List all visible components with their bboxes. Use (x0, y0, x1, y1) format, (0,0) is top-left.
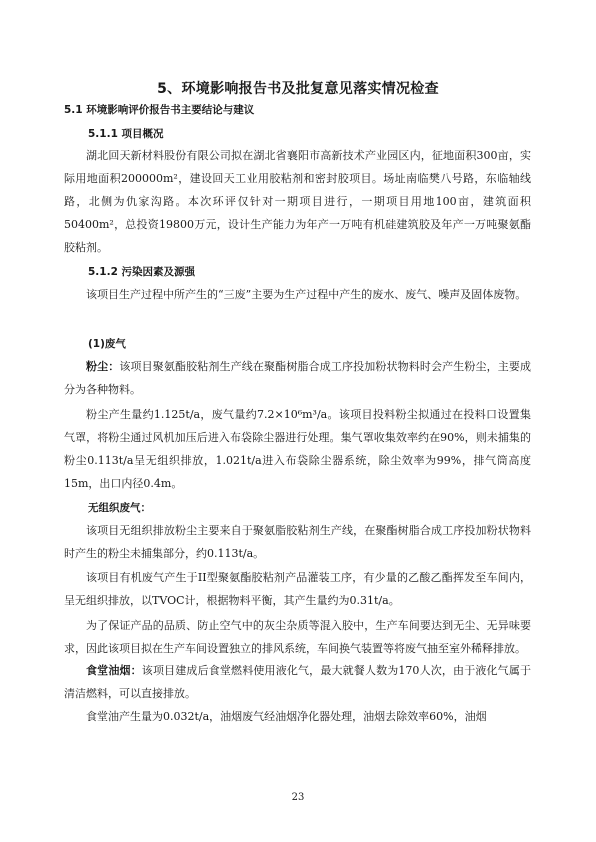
canteen-paragraph-text: 该项目建成后食堂燃料使用液化气，最大就餐人数为170人次，由于液化气属于清洁燃料，可以直接排放。 (64, 664, 532, 700)
dust-paragraph (64, 355, 531, 401)
canteen-oil-paragraph: 食堂油产生量为0.032t/a，油烟废气经油烟净化器处理，油烟去除效率60%，油烟 (86, 710, 487, 723)
page-title: 5、环境影响报告书及批复意见落实情况检查 (157, 81, 439, 97)
fugitive-emissions-heading: 无组织废气： (88, 502, 151, 514)
fugitive-dust-paragraph: 该项目无组织排放粉尘主要来自于聚氨脂胶粘剂生产线，在聚酯树脂合成工序投加粉状物料时产生的粉尘未捕集部分，约0.113t/a。 (64, 524, 531, 560)
project-overview-paragraph: 湖北回天新材料股份有限公司拟在湖北省襄阳市高新技术产业园区内，征地面积300亩，实际用地面积200000m²，建设回天工业用胶粘剂和密封胶项目。场址南临樊八号路，东临轴线路，北侧为仇家沟路。本次环评仅针对一期项目进行，一期项目用地100亩，建筑面积50400m²，总投资19800万元，设计生产能力为年产一万吨有机硅建筑胶及年产一万吨聚氨酯胶粘剂。 (64, 149, 531, 254)
dust-paragraph-text: 该项目聚氨酯胶粘剂生产线在聚酯树脂合成工序投加粉状物料时会产生粉尘，主要成分为各种物料。 (64, 360, 532, 396)
pollution-overview-paragraph: 该项目生产过程中所产生的“三废”主要为生产过程中产生的废水、废气、噪声及固体废物。 (86, 288, 527, 301)
subsection-heading-pollution-sources: 5.1.2 污染因素及源强 (88, 266, 196, 278)
dust-lead-label: 粉尘： (86, 360, 120, 373)
ventilation-paragraph: 为了保证产品的品质、防止空气中的灰尘杂质等混入胶中，生产车间要达到无尘、无异味要求，因此该项目拟在生产车间设置独立的排风系统，车间换气装置等将废气抽至室外稀释排放。 (64, 619, 531, 655)
canteen-fumes-paragraph (64, 659, 531, 705)
dust-quantity-paragraph: 粉尘产生量约1.125t/a，废气量约7.2×10⁶m³/a。该项目投料粉尘拟通过在投料口设置集气罩，将粉尘通过风机加压后进入布袋除尘器进行处理。集气罩收集效率约在90%，则未捕集的粉尘0.113t/a呈无组织排放，1.021t/a进入布袋除尘器系统，除尘效率为99%，排气筒高度15m，出口内径0.4m。 (64, 408, 531, 490)
page-number: 23 (291, 792, 305, 803)
air-emissions-heading: (1)废气 (88, 338, 126, 350)
organic-waste-gas-paragraph: 该项目有机废气产生于II型聚氨酯胶粘剂产品灌装工序，有少量的乙酸乙酯挥发至车间内，呈无组织排放，以TVOC计，根据物料平衡，其产生量约为0.31t/a。 (64, 571, 531, 607)
section-heading: 5.1 环境影响评价报告书主要结论与建议 (64, 104, 255, 116)
canteen-lead-label: 食堂油烟： (86, 664, 142, 677)
subsection-heading-project-overview: 5.1.1 项目概况 (88, 128, 164, 140)
